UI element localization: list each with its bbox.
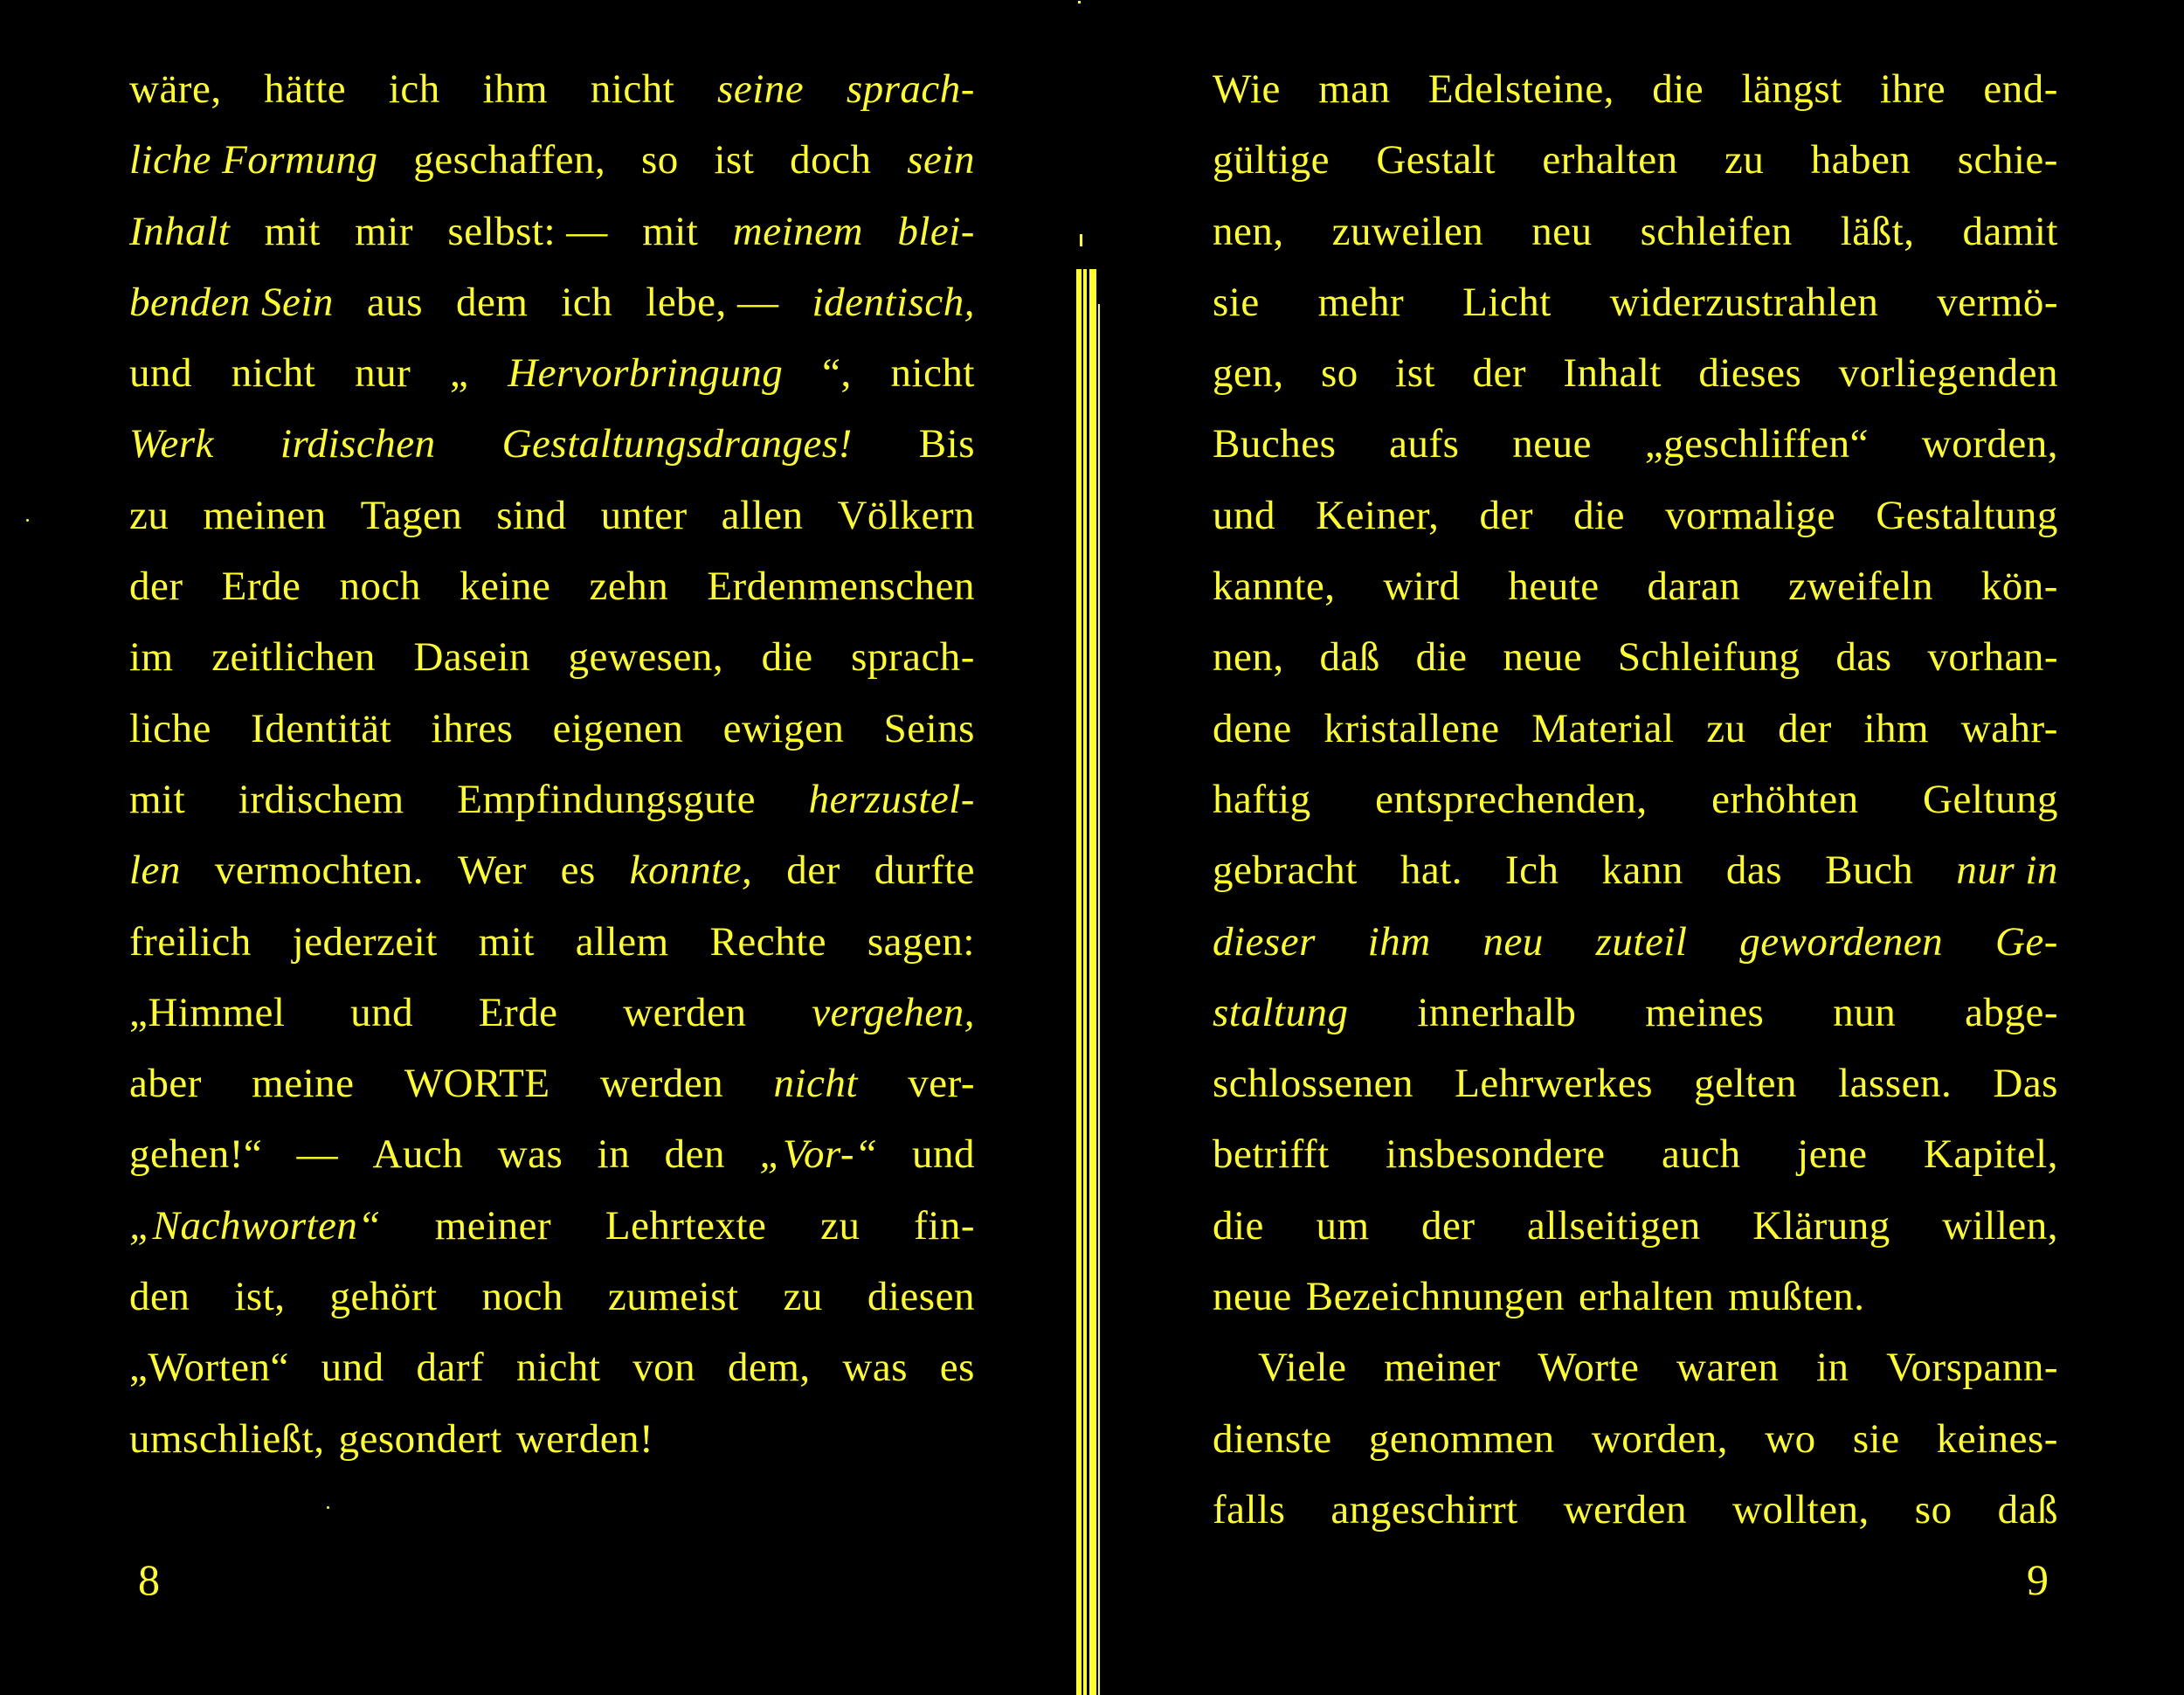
word: läßt,: [1840, 208, 1915, 254]
word: nicht: [773, 1061, 858, 1107]
word: gesondert: [338, 1415, 502, 1462]
word: aus: [366, 279, 424, 325]
word: der: [1421, 1202, 1476, 1249]
word: zu: [820, 1202, 860, 1249]
word: ihm: [1863, 705, 1930, 751]
word: keines-: [1936, 1415, 2058, 1462]
word: durfte: [874, 848, 975, 894]
word: ver-: [908, 1061, 975, 1107]
word: WORTE: [404, 1061, 550, 1107]
word: herzustel-: [808, 776, 975, 822]
word: Inhalt: [129, 208, 231, 254]
word: wahr-: [1960, 705, 2058, 751]
word: gelten: [1694, 1061, 1797, 1107]
word: ich: [561, 279, 613, 325]
text-line: [1213, 978, 2058, 1048]
page-number-left: 8: [138, 1555, 160, 1604]
word: Empfindungsgute: [457, 776, 756, 822]
word: neu: [1531, 208, 1593, 254]
word: Wer: [458, 848, 527, 894]
word: aber: [129, 1061, 202, 1107]
word: sprach-: [846, 66, 975, 112]
word: wird: [1383, 564, 1461, 610]
word: vormalige: [1665, 492, 1836, 538]
word: das: [1725, 848, 1783, 894]
word: Kapitel,: [1923, 1131, 2058, 1178]
word: zu: [1706, 705, 1746, 751]
word: so: [1914, 1486, 1952, 1532]
word: genommen: [1368, 1415, 1555, 1462]
word: schie-: [1957, 137, 2058, 183]
word: freilich: [129, 918, 252, 965]
word: Wie: [1213, 66, 1281, 112]
word: kristallene: [1324, 705, 1500, 751]
text-line: [1213, 551, 2058, 622]
word: das: [1835, 634, 1892, 681]
word: mir: [355, 208, 414, 254]
word: vermö-: [1937, 279, 2058, 325]
word: Schleifung: [1617, 634, 1800, 681]
word: dieser: [1213, 918, 1316, 965]
word: neue: [1503, 634, 1583, 681]
text-line: [129, 125, 975, 196]
page-number-right: 9: [2027, 1555, 2049, 1604]
word: „geschliffen“: [1644, 421, 1869, 467]
word: worden,: [1921, 421, 2058, 467]
word: Ge-: [1994, 918, 2058, 965]
text-line: [129, 197, 975, 267]
text-line: [129, 978, 975, 1048]
text-line: [129, 54, 975, 125]
word: Erdenmenschen: [707, 564, 975, 610]
word: meine: [252, 1061, 355, 1107]
word: Gestalt: [1376, 137, 1496, 183]
word: kannte,: [1213, 564, 1336, 610]
word: umschließt,: [129, 1415, 325, 1462]
word: Edelsteine,: [1427, 66, 1614, 112]
word: angeschirrt: [1330, 1486, 1518, 1532]
word: zu: [1724, 137, 1765, 183]
word: Identität: [251, 705, 392, 751]
word: Lehrwerkes: [1455, 1061, 1653, 1107]
word: noch: [339, 564, 421, 610]
word: von: [632, 1345, 696, 1391]
word: im: [129, 634, 174, 681]
word: nicht: [890, 350, 975, 397]
text-line: [129, 1048, 975, 1119]
word: len: [129, 848, 181, 894]
word: dem: [455, 279, 529, 325]
word: die: [761, 634, 813, 681]
word: nicht: [515, 1345, 601, 1391]
word: ihm: [482, 66, 549, 112]
word: Völkern: [837, 492, 975, 538]
gutter-line: [1083, 269, 1087, 1695]
text-line: [1213, 125, 2058, 196]
word: Keiner,: [1316, 492, 1440, 538]
word: kön-: [1980, 564, 2058, 610]
word: „Nachworten“: [129, 1202, 382, 1249]
word: lassen.: [1838, 1061, 1952, 1107]
text-line: [129, 481, 975, 551]
word: vorhan-: [1927, 634, 2058, 681]
word: benden Sein: [129, 279, 334, 325]
word: der: [1479, 492, 1533, 538]
gutter-line: [1089, 269, 1096, 1695]
word: erhöhten: [1711, 776, 1859, 822]
word: neue: [1512, 421, 1593, 467]
word: nicht: [231, 350, 316, 397]
word: “,: [822, 350, 852, 397]
word: irdischen: [280, 421, 436, 467]
text-line: [1213, 1332, 2058, 1403]
word: end-: [1983, 66, 2058, 112]
word: meiner: [1384, 1345, 1501, 1391]
word: Seins: [883, 705, 975, 751]
word: erhalten: [1542, 137, 1678, 183]
right-page-text: [1213, 54, 2058, 1627]
word: dene: [1213, 705, 1292, 751]
word: zumeist: [607, 1274, 739, 1320]
word: Dasein: [413, 634, 530, 681]
word: gewesen,: [568, 634, 724, 681]
word: Bezeichnungen: [1305, 1274, 1565, 1320]
word: neu: [1482, 918, 1544, 965]
word: Geltung: [1923, 776, 2058, 822]
word: mußten.: [1728, 1274, 1865, 1320]
word: ich: [388, 66, 440, 112]
word: nun: [1833, 989, 1897, 1035]
word: ist,: [234, 1274, 286, 1320]
word: die: [1213, 1202, 1264, 1249]
word: darf: [416, 1345, 485, 1391]
word: auch: [1661, 1131, 1741, 1178]
word: ist: [1395, 350, 1436, 397]
word: Hervorbringung: [508, 350, 784, 397]
word: den: [664, 1131, 725, 1178]
word: willen,: [1942, 1202, 2058, 1249]
word: dienste: [1213, 1415, 1332, 1462]
text-line: [129, 409, 975, 480]
word: aufs: [1389, 421, 1460, 467]
text-line: [129, 835, 975, 906]
text-line: [1213, 1191, 2058, 1262]
word: Auch: [372, 1131, 464, 1178]
book-gutter: [1076, 269, 1101, 1695]
word: vergehen,: [812, 989, 975, 1035]
word: unter: [600, 492, 688, 538]
word: liche Formung: [129, 137, 378, 183]
word: ihres: [431, 705, 514, 751]
word: werden: [1563, 1486, 1688, 1532]
text-line: [129, 551, 975, 622]
word: Buch: [1825, 848, 1914, 894]
text-line: [129, 1262, 975, 1332]
word: Ich: [1505, 848, 1559, 894]
word: ist: [714, 137, 755, 183]
word: um: [1316, 1202, 1370, 1249]
word: werden!: [515, 1415, 654, 1462]
text-line: [129, 338, 975, 409]
word: gebracht: [1213, 848, 1358, 894]
word: längst: [1741, 66, 1842, 112]
word: schlossenen: [1213, 1061, 1414, 1107]
word: keine: [460, 564, 551, 610]
word: meines: [1645, 989, 1765, 1035]
word: daran: [1647, 564, 1741, 610]
text-line: [1213, 197, 2058, 267]
word: werden: [599, 1061, 724, 1107]
word: noch: [481, 1274, 563, 1320]
word: worden,: [1591, 1415, 1729, 1462]
word: wollten,: [1732, 1486, 1870, 1532]
word: falls: [1213, 1486, 1286, 1532]
word: neue: [1213, 1274, 1292, 1320]
word: Bis: [918, 421, 975, 467]
text-line: [129, 694, 975, 764]
word: meiner: [434, 1202, 552, 1249]
word: und: [911, 1131, 975, 1178]
word: allen: [721, 492, 804, 538]
word: die: [1573, 492, 1626, 538]
word: und: [1213, 492, 1275, 538]
word: hat.: [1400, 848, 1462, 894]
word: eigenen: [552, 705, 684, 751]
word: selbst: —: [447, 208, 608, 254]
word: erhalten: [1578, 1274, 1715, 1320]
word: so: [640, 137, 679, 183]
word: nen,: [1213, 208, 1284, 254]
word: jederzeit: [292, 918, 438, 965]
word: „Himmel: [129, 989, 286, 1035]
text-line: [1213, 1048, 2058, 1119]
word: man: [1318, 66, 1391, 112]
text-line: [1213, 764, 2058, 835]
word: nur: [355, 350, 411, 397]
word: gültige: [1213, 137, 1330, 183]
gutter-line: [1098, 304, 1100, 1695]
text-line: [129, 1191, 975, 1262]
word: gewordenen: [1739, 918, 1944, 965]
word: fin-: [914, 1202, 975, 1249]
word: schleifen: [1640, 208, 1793, 254]
word: „: [450, 350, 469, 397]
word: vorliegenden: [1838, 350, 2058, 397]
word: seine: [717, 66, 805, 112]
scan-speck: [26, 519, 29, 522]
word: der: [1778, 705, 1832, 751]
word: den: [129, 1274, 190, 1320]
word: „Vor-“: [759, 1131, 878, 1178]
word: haftig: [1213, 776, 1311, 822]
word: blei-: [897, 208, 975, 254]
text-line: [1213, 481, 2058, 551]
word: der: [129, 564, 183, 610]
word: es: [560, 848, 596, 894]
word: was: [497, 1131, 563, 1178]
word: mit: [129, 776, 186, 822]
word: der: [786, 848, 840, 894]
word: nen,: [1213, 634, 1284, 681]
text-line: [1213, 1262, 2058, 1332]
word: geschaffen,: [413, 137, 606, 183]
word: sie: [1213, 279, 1260, 325]
word: zweifeln: [1788, 564, 1933, 610]
word: allem: [575, 918, 669, 965]
word: ihre: [1880, 66, 1946, 112]
text-line: [1213, 338, 2058, 409]
word: haben: [1810, 137, 1911, 183]
word: zuweilen: [1331, 208, 1484, 254]
word: nur in: [1956, 848, 2058, 894]
word: sagen:: [867, 918, 975, 965]
word: wo: [1765, 1415, 1816, 1462]
text-line: [129, 764, 975, 835]
word: Werk: [129, 421, 214, 467]
gutter-mark: [1080, 234, 1082, 246]
word: und: [350, 989, 414, 1035]
word: Erde: [478, 989, 558, 1035]
word: sind: [496, 492, 567, 538]
word: Gestaltungsdranges!: [501, 421, 853, 467]
word: sprach-: [851, 634, 975, 681]
word: Worte: [1538, 1345, 1640, 1391]
word: zehn: [589, 564, 669, 610]
word: widerzustrahlen: [1609, 279, 1879, 325]
word: liche: [129, 705, 211, 751]
text-line: [129, 267, 975, 338]
word: Klärung: [1752, 1202, 1890, 1249]
left-page-text: [129, 54, 975, 1627]
word: daß: [1997, 1486, 2058, 1532]
word: ihm: [1367, 918, 1431, 965]
word: staltung: [1213, 989, 1349, 1035]
word: Erde: [221, 564, 301, 610]
text-line: [129, 1332, 975, 1403]
word: jene: [1797, 1131, 1868, 1178]
word: Tagen: [360, 492, 463, 538]
word: Inhalt: [1563, 350, 1662, 397]
word: dieses: [1698, 350, 1802, 397]
text-line: [1213, 409, 2058, 480]
word: identisch,: [812, 279, 975, 325]
word: heute: [1508, 564, 1600, 610]
text-line: [1213, 54, 2058, 125]
word: gen,: [1213, 350, 1284, 397]
word: Viele: [1258, 1345, 1347, 1391]
word: mit: [642, 208, 699, 254]
word: entsprechenden,: [1375, 776, 1648, 822]
word: gehört: [329, 1274, 438, 1320]
text-line: [129, 622, 975, 693]
word: Lehrtexte: [605, 1202, 767, 1249]
word: es: [939, 1345, 975, 1391]
word: ewigen: [722, 705, 845, 751]
text-line: [1213, 835, 2058, 906]
word: und: [129, 350, 192, 397]
gutter-line: [1076, 269, 1082, 1695]
word: irdischem: [238, 776, 404, 822]
gutter-mark: [1078, 1, 1081, 3]
word: der: [1472, 350, 1526, 397]
text-line: [129, 907, 975, 978]
word: sein: [907, 137, 975, 183]
word: Vorspann-: [1886, 1345, 2058, 1391]
word: Licht: [1462, 279, 1552, 325]
word: in: [1815, 1345, 1849, 1391]
word: allseitigen: [1527, 1202, 1701, 1249]
text-line: [1213, 622, 2058, 693]
text-line: [1213, 1119, 2058, 1190]
word: in: [597, 1131, 631, 1178]
word: konnte,: [629, 848, 753, 894]
text-line: [1213, 907, 2058, 978]
word: abge-: [1965, 989, 2058, 1035]
word: gehen!“: [129, 1131, 263, 1178]
word: mit: [478, 918, 535, 965]
text-line: [129, 1119, 975, 1190]
word: zu: [783, 1274, 823, 1320]
word: betrifft: [1213, 1131, 1330, 1178]
word: zu: [129, 492, 169, 538]
word: daß: [1319, 634, 1380, 681]
word: zeitlichen: [211, 634, 376, 681]
word: wäre,: [129, 66, 222, 112]
text-line: [1213, 1475, 2058, 1546]
word: mit: [264, 208, 321, 254]
word: was: [842, 1345, 908, 1391]
word: innerhalb: [1417, 989, 1577, 1035]
word: sie: [1852, 1415, 1900, 1462]
word: damit: [1962, 208, 2058, 254]
text-line: [129, 1404, 975, 1475]
word: zuteil: [1595, 918, 1688, 965]
word: waren: [1676, 1345, 1780, 1391]
word: so: [1321, 350, 1358, 397]
word: hätte: [264, 66, 347, 112]
word: und: [321, 1345, 384, 1391]
word: diesen: [867, 1274, 975, 1320]
word: die: [1652, 66, 1704, 112]
word: Material: [1531, 705, 1675, 751]
text-line: [1213, 267, 2058, 338]
word: —: [296, 1131, 339, 1178]
text-line: [1213, 694, 2058, 764]
word: mehr: [1317, 279, 1405, 325]
word: Das: [1993, 1061, 2058, 1107]
word: meinem: [732, 208, 863, 254]
word: Rechte: [709, 918, 827, 965]
word: nicht: [590, 66, 675, 112]
word: „Worten“: [129, 1345, 289, 1391]
word: werden: [623, 989, 747, 1035]
word: kann: [1601, 848, 1683, 894]
text-line: [1213, 1404, 2058, 1475]
word: die: [1415, 634, 1468, 681]
word: doch: [790, 137, 872, 183]
word: dem,: [727, 1345, 811, 1391]
scan-speck: [327, 1506, 329, 1509]
word: vermochten.: [214, 848, 425, 894]
word: meinen: [203, 492, 327, 538]
word: Buches: [1213, 421, 1337, 467]
word: lebe, —: [646, 279, 779, 325]
word: Gestaltung: [1876, 492, 2058, 538]
word: insbesondere: [1386, 1131, 1606, 1178]
